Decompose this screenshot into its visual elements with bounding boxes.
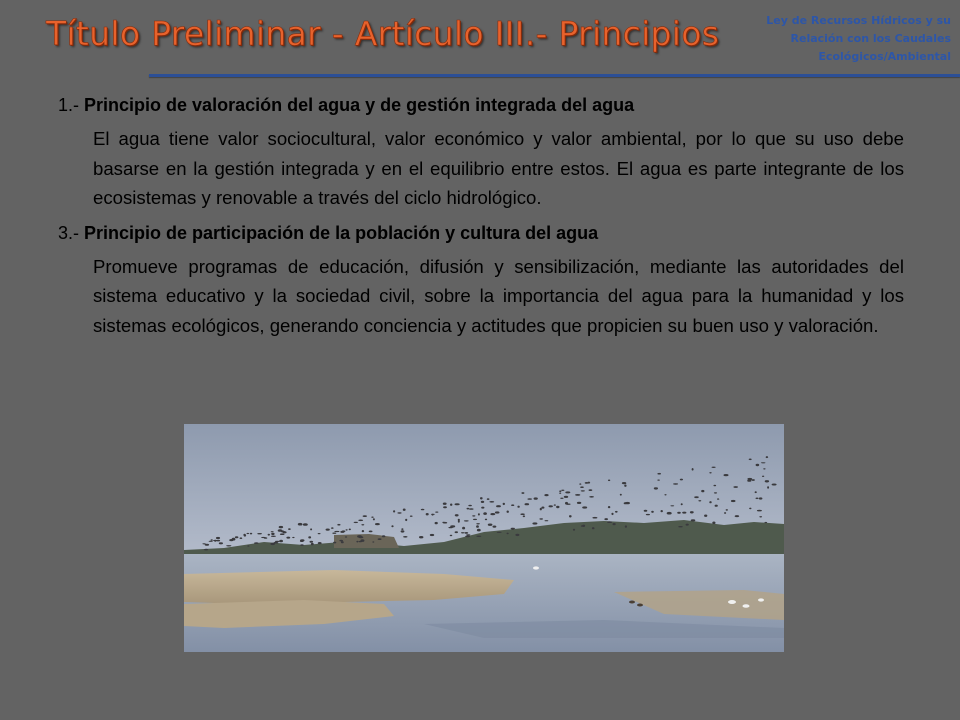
bird <box>624 485 626 487</box>
bird <box>511 504 514 506</box>
bird <box>511 528 514 530</box>
bird <box>473 519 477 520</box>
bird <box>403 509 406 511</box>
bird <box>235 536 239 538</box>
bird <box>680 479 683 481</box>
bird <box>646 514 650 515</box>
bird <box>455 531 458 533</box>
bird <box>464 532 468 534</box>
bird <box>661 510 663 512</box>
bird <box>354 522 358 523</box>
bird <box>686 524 689 526</box>
bird <box>527 498 532 500</box>
bird <box>373 518 375 520</box>
bird <box>749 459 752 461</box>
principle-section-1 <box>58 93 904 213</box>
bird <box>467 508 470 510</box>
bird <box>483 512 487 515</box>
bird <box>359 541 362 542</box>
bird <box>448 527 452 528</box>
bird <box>714 492 717 493</box>
bird <box>369 531 373 533</box>
bird <box>371 517 373 518</box>
bird <box>488 524 493 526</box>
bird <box>613 523 616 525</box>
bird <box>507 511 509 513</box>
bird <box>405 519 407 521</box>
bird <box>334 531 339 532</box>
bird <box>496 505 501 507</box>
principle-section-3 <box>58 221 904 341</box>
bird <box>691 519 696 521</box>
bird <box>397 512 401 513</box>
bird <box>308 536 311 538</box>
bird <box>318 533 321 534</box>
slide-title: Título Preliminar - Artículo III.- Principios <box>46 14 720 53</box>
bird <box>403 536 407 538</box>
bird <box>767 486 769 488</box>
bird <box>430 534 434 536</box>
bird <box>615 511 618 513</box>
bird <box>566 504 571 505</box>
bird <box>759 497 763 499</box>
bird <box>311 543 314 545</box>
bird <box>620 494 622 496</box>
bird <box>670 505 674 506</box>
bird <box>219 542 223 544</box>
bird <box>450 535 453 536</box>
bird <box>462 527 465 530</box>
bird <box>455 503 460 505</box>
bird <box>581 490 585 491</box>
bird <box>333 542 336 544</box>
bird <box>589 496 594 498</box>
bird <box>247 533 250 534</box>
bird <box>592 517 597 519</box>
bird <box>564 496 568 498</box>
bird <box>644 510 648 512</box>
bird <box>701 490 704 492</box>
bird <box>341 541 344 543</box>
bird <box>763 468 765 469</box>
bird <box>372 541 374 542</box>
bird <box>375 523 380 525</box>
bird <box>393 510 395 512</box>
bird <box>560 498 563 499</box>
header-note-line: Ecológicos/Ambiental <box>818 50 951 63</box>
bird <box>495 511 500 513</box>
bird <box>331 527 334 529</box>
bird <box>724 512 726 514</box>
bird <box>611 513 613 515</box>
bird <box>749 508 751 510</box>
bird <box>226 545 231 546</box>
bird <box>401 528 403 530</box>
bird <box>497 532 502 533</box>
bird <box>356 541 358 543</box>
bird <box>709 501 711 503</box>
content <box>58 93 904 348</box>
bird <box>654 487 658 489</box>
bird <box>469 508 474 510</box>
bird <box>205 544 209 546</box>
bird <box>254 542 258 544</box>
bird <box>694 496 699 498</box>
bird <box>717 498 719 499</box>
bird <box>478 513 480 515</box>
bird <box>257 533 262 534</box>
bird <box>450 504 452 506</box>
bird <box>664 494 666 495</box>
bird <box>337 524 340 526</box>
bird <box>326 529 330 531</box>
bird <box>481 501 484 503</box>
bird <box>247 545 249 546</box>
bird <box>442 522 445 523</box>
bird <box>209 541 213 542</box>
bird <box>709 472 711 473</box>
bird <box>545 520 549 521</box>
bird <box>211 539 213 541</box>
bird <box>271 531 274 532</box>
bird <box>216 537 220 539</box>
bird <box>517 506 519 508</box>
principle-heading <box>58 221 904 245</box>
principle-heading <box>58 93 904 117</box>
bird <box>657 473 661 475</box>
bird <box>340 531 344 533</box>
bird <box>657 480 660 481</box>
principle-number: 3.- <box>58 222 80 243</box>
bird <box>698 500 701 501</box>
bird <box>575 494 580 496</box>
bird <box>582 506 587 508</box>
bird <box>204 549 208 551</box>
bird <box>704 515 707 517</box>
principle-body: El agua tiene valor sociocultural, valor económico y valor ambiental, por lo que su uso debe basarse en la gestión integrada y en el equilibrio entre estos. El agua es parte integrante de los ecosistemas y renovable a través del ciclo hidrológico. <box>93 128 904 208</box>
bird <box>759 516 762 517</box>
bird <box>288 528 291 530</box>
bird <box>523 515 525 517</box>
bird <box>346 529 348 530</box>
bird <box>465 536 470 538</box>
bird <box>271 536 276 537</box>
bird <box>278 529 283 532</box>
bird <box>468 505 472 507</box>
bird <box>724 474 729 476</box>
bird <box>608 480 610 482</box>
bird <box>477 529 481 532</box>
bird <box>761 462 766 463</box>
bird <box>713 485 716 487</box>
bird <box>520 513 524 515</box>
bird <box>310 541 314 543</box>
bird <box>556 506 559 508</box>
bird <box>280 533 285 535</box>
bird <box>678 526 682 527</box>
bird <box>476 525 479 528</box>
bird <box>232 538 235 541</box>
bird <box>715 505 718 507</box>
bird <box>279 526 283 528</box>
bird <box>731 500 736 502</box>
bird <box>757 510 762 512</box>
bird <box>581 525 584 526</box>
bird <box>426 513 429 515</box>
principle-title: Principio de valoración del agua y de gestión integrada del agua <box>84 95 635 115</box>
bird <box>300 539 304 541</box>
bird <box>735 515 739 517</box>
bird <box>733 486 738 488</box>
bird <box>532 522 537 524</box>
bird <box>607 521 612 523</box>
bird <box>580 486 584 488</box>
bird <box>466 534 470 535</box>
bird <box>359 536 364 538</box>
bird <box>275 541 280 542</box>
bird <box>712 522 715 525</box>
bird <box>244 535 246 537</box>
bird <box>766 456 768 458</box>
bird <box>585 482 589 484</box>
bird <box>559 490 561 492</box>
bird <box>349 529 351 531</box>
bird <box>604 518 608 520</box>
bird <box>549 505 553 507</box>
bird <box>667 512 672 515</box>
bird <box>622 482 626 484</box>
bird <box>268 534 270 536</box>
bird <box>421 509 425 511</box>
bird <box>673 483 678 484</box>
bird <box>589 489 593 491</box>
bird <box>298 523 303 526</box>
bird <box>480 497 483 499</box>
bird <box>726 509 728 511</box>
bird <box>544 494 548 496</box>
bird <box>765 480 769 482</box>
bird <box>476 536 481 537</box>
bird <box>382 535 385 537</box>
bird <box>279 540 283 543</box>
bird <box>292 537 294 538</box>
bird <box>485 519 487 521</box>
bird <box>443 506 447 508</box>
bird <box>525 503 530 505</box>
bird <box>310 528 312 530</box>
bird <box>431 514 435 515</box>
principle-body: Promueve programas de educación, difusión y sensibilización, mediante las autoridades del sistema educativo y la sociedad civil, sobre la importancia del agua para la humanidad y los sistemas ecológicos, generando conciencia y actitudes que propicien su buen uso y valoración. <box>93 255 904 336</box>
bird <box>503 503 505 505</box>
bird <box>363 515 367 517</box>
bird <box>569 515 572 517</box>
bird <box>521 492 524 494</box>
bird <box>361 524 364 525</box>
bird <box>419 536 423 538</box>
bird <box>554 504 556 505</box>
bird <box>435 522 438 524</box>
bird <box>712 467 716 468</box>
header-note-line: Relación con los Caudales <box>790 32 951 45</box>
bird <box>579 483 581 484</box>
bird <box>764 522 767 523</box>
bird <box>476 523 480 524</box>
bird <box>772 484 777 486</box>
bird <box>345 536 347 537</box>
bird <box>435 512 438 513</box>
bird <box>747 480 751 482</box>
wetland-birds-photo <box>184 424 784 652</box>
bird <box>358 520 363 522</box>
bird <box>214 540 216 542</box>
bird <box>559 493 561 494</box>
bird <box>271 533 274 535</box>
bird <box>651 511 654 513</box>
bird <box>515 534 519 536</box>
bird <box>270 543 275 545</box>
bird <box>378 538 382 540</box>
bird <box>410 516 413 517</box>
bird <box>677 512 681 514</box>
bird <box>455 514 459 516</box>
bird <box>539 518 543 519</box>
bird <box>573 529 575 531</box>
bird <box>487 498 490 500</box>
bird <box>493 526 497 528</box>
bird <box>391 525 393 527</box>
bird <box>577 502 581 504</box>
bird <box>461 532 464 533</box>
bird <box>332 533 336 534</box>
header-note-line: Ley de Recursos Hídricos y su <box>766 14 951 27</box>
bird <box>540 508 542 511</box>
bird <box>690 511 694 513</box>
bird <box>318 542 322 544</box>
bird <box>756 464 760 466</box>
header-note <box>721 12 951 66</box>
bird <box>303 523 308 526</box>
bird <box>625 502 630 504</box>
principle-title: Principio de participación de la población y cultura del agua <box>84 222 599 243</box>
bird <box>286 537 290 539</box>
bird <box>565 491 570 493</box>
bird <box>692 468 694 471</box>
bird <box>240 537 243 539</box>
bird <box>608 506 610 508</box>
bird <box>362 530 364 532</box>
bird <box>561 490 564 491</box>
bird <box>300 544 303 546</box>
bird <box>592 527 595 529</box>
bird <box>443 503 447 505</box>
bird <box>216 540 220 542</box>
bird <box>472 515 475 516</box>
bird <box>261 537 265 538</box>
bird <box>756 498 759 500</box>
bird <box>481 507 484 509</box>
bird <box>681 503 683 505</box>
bird <box>489 501 494 503</box>
bird <box>534 497 538 499</box>
bird <box>625 525 627 527</box>
bird <box>458 520 460 522</box>
bird <box>464 520 469 521</box>
bird <box>401 530 405 532</box>
bird <box>755 491 757 493</box>
bird <box>762 476 764 477</box>
bird <box>490 513 495 515</box>
bird <box>682 512 686 514</box>
principle-number: 1.- <box>58 95 80 115</box>
bird <box>541 507 544 509</box>
bird <box>507 533 509 535</box>
bird <box>250 533 252 535</box>
header-divider <box>149 74 960 77</box>
